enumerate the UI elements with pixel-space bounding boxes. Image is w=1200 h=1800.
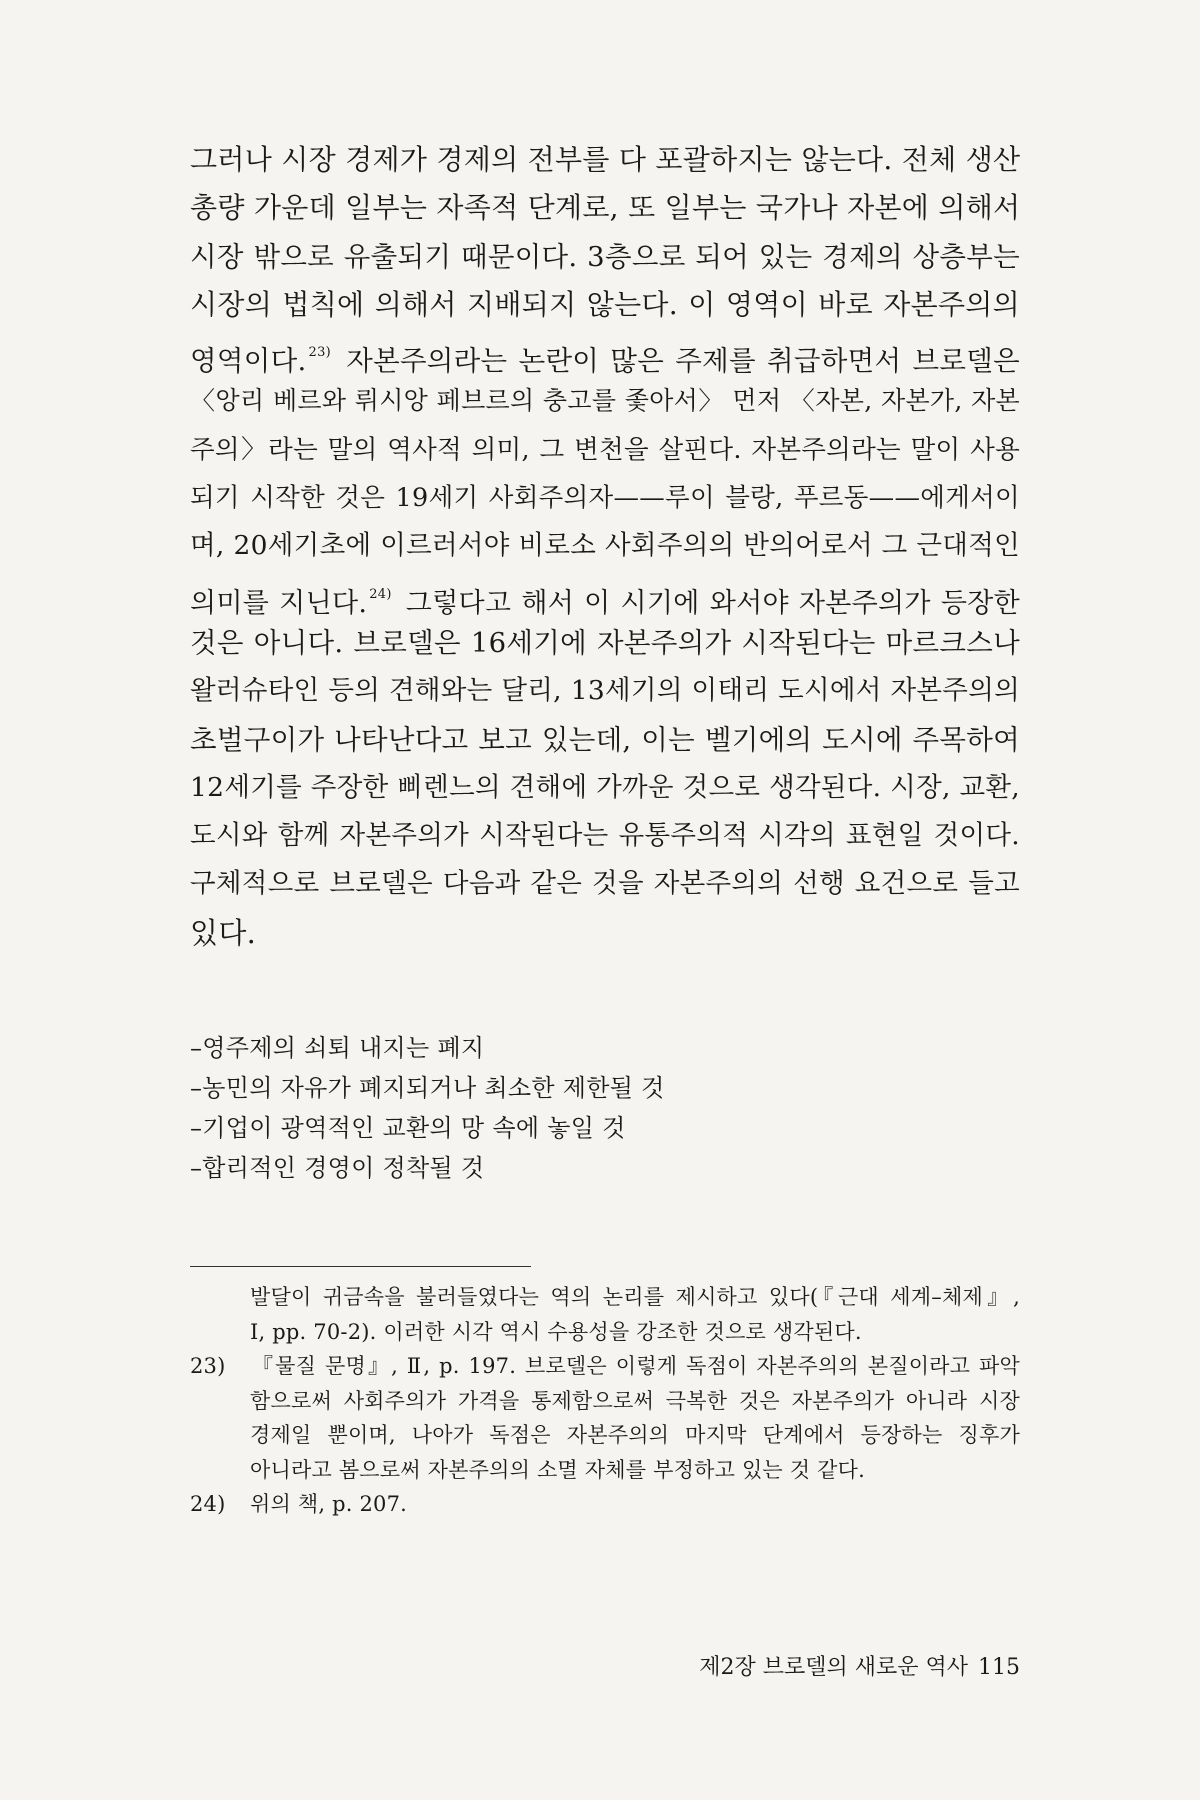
body-line: 초벌구이가 나타난다고 보고 있는데, 이는 벨기에의 도시에 주목하여	[190, 723, 1020, 756]
footnote-24-line	[190, 1487, 1020, 1522]
footnotes	[190, 1280, 1020, 1522]
footnote-continuation-line: 발달이 귀금속을 불러들였다는 역의 논리를 제시하고 있다(『근대 세계–체제』,	[250, 1285, 1020, 1309]
footnote-23-number: 23)	[190, 1354, 226, 1378]
body-line-text: 의미를 지닌다.	[190, 587, 368, 619]
requirement-item: –농민의 자유가 폐지되거나 최소한 제한될 것	[190, 1074, 665, 1102]
footnote-reference: 23)	[308, 345, 332, 361]
page-number: 115	[978, 1655, 1020, 1680]
body-line: 총량 가운데 일부는 자족적 단계로, 또 일부는 국가나 자본에 의해서	[190, 191, 1021, 225]
body-line	[190, 571, 1020, 619]
body-line-text: 영역이다.	[190, 345, 307, 378]
footnote-23-line	[190, 1349, 1020, 1384]
body-line-text: 자본주의라는 논란이 많은 주제를 취급하면서 브로델은	[335, 345, 1020, 378]
body-line: 도시와 함께 자본주의가 시작된다는 유통주의적 시각의 표현일 것이다.	[190, 820, 1020, 852]
body-line: 주의〉라는 말의 역사적 의미, 그 변천을 살핀다. 자본주의라는 말이 사용	[190, 434, 1020, 465]
body-line: 〈앙리 베르와 뤼시앙 페브르의 충고를 좇아서〉 먼저 〈자본, 자본가, 자본	[190, 386, 1020, 416]
requirements-list	[190, 1028, 890, 1188]
requirement-item: –합리적인 경영이 정착될 것	[190, 1154, 485, 1182]
body-line: 그러나 시장 경제가 경제의 전부를 다 포괄하지는 않는다. 전체 생산	[190, 143, 1021, 176]
footnote-separator	[190, 1266, 531, 1267]
footnote-23-line: 아니라고 봄으로써 자본주의의 소멸 자체를 부정하고 있는 것 같다.	[250, 1457, 865, 1482]
body-line: 구체적으로 브로델은 다음과 같은 것을 자본주의의 선행 요건으로 들고	[190, 868, 1020, 900]
body-line: 며, 20세기초에 이르러서야 비로소 사회주의의 반의어로서 그 근대적인	[190, 530, 1020, 562]
body-line: 시장 밖으로 유출되기 때문이다. 3층으로 되어 있는 경제의 상층부는	[190, 240, 1020, 273]
requirement-item: –영주제의 쇠퇴 내지는 폐지	[190, 1034, 485, 1062]
footnote-23-line: 함으로써 사회주의가 가격을 통제함으로써 극복한 것은 자본주의가 아니라 시장	[250, 1388, 1020, 1413]
body-line: 있다.	[190, 915, 257, 950]
body-line	[190, 329, 1020, 377]
body-line: 시장의 법칙에 의해서 지배되지 않는다. 이 영역이 바로 자본주의의	[190, 287, 1020, 321]
footnote-23-line: 경제일 뿐이며, 나아가 독점은 자본주의의 마지막 단계에서 등장하는 징후가	[250, 1423, 1020, 1447]
footnote-24-number: 24)	[190, 1492, 226, 1516]
chapter-title: 제2장 브로델의 새로운 역사	[699, 1655, 968, 1680]
running-footer	[600, 1650, 1020, 1681]
body-text	[190, 136, 1020, 957]
body-line: 왈러슈타인 등의 견해와는 달리, 13세기의 이태리 도시에서 자본주의의	[190, 675, 1020, 707]
footnote-continuation-line: Ⅰ, pp. 70-2). 이러한 시각 역시 수용성을 강조한 것으로 생각된다.	[250, 1319, 862, 1344]
requirement-item: –기업이 광역적인 교환의 망 속에 놓일 것	[190, 1114, 626, 1142]
body-line-text: 그렇다고 해서 이 시기에 와서야 자본주의가 등장한	[395, 587, 1020, 619]
body-line: 것은 아니다. 브로델은 16세기에 자본주의가 시작된다는 마르크스나	[190, 626, 1020, 659]
footnote-23-text: 『물질 문명』, Ⅱ, p. 197. 브로델은 이렇게 독점이 자본주의의 본질이라고 파악	[250, 1354, 1020, 1378]
footnote-reference: 24)	[369, 586, 392, 602]
body-line: 12세기를 주장한 삐렌느의 견해에 가까운 것으로 생각된다. 시장, 교환,	[190, 771, 1020, 803]
footnote-24-text: 위의 책, p. 207.	[250, 1492, 408, 1516]
body-line: 되기 시작한 것은 19세기 사회주의자——루이 블랑, 푸르동——에게서이	[190, 483, 1020, 514]
